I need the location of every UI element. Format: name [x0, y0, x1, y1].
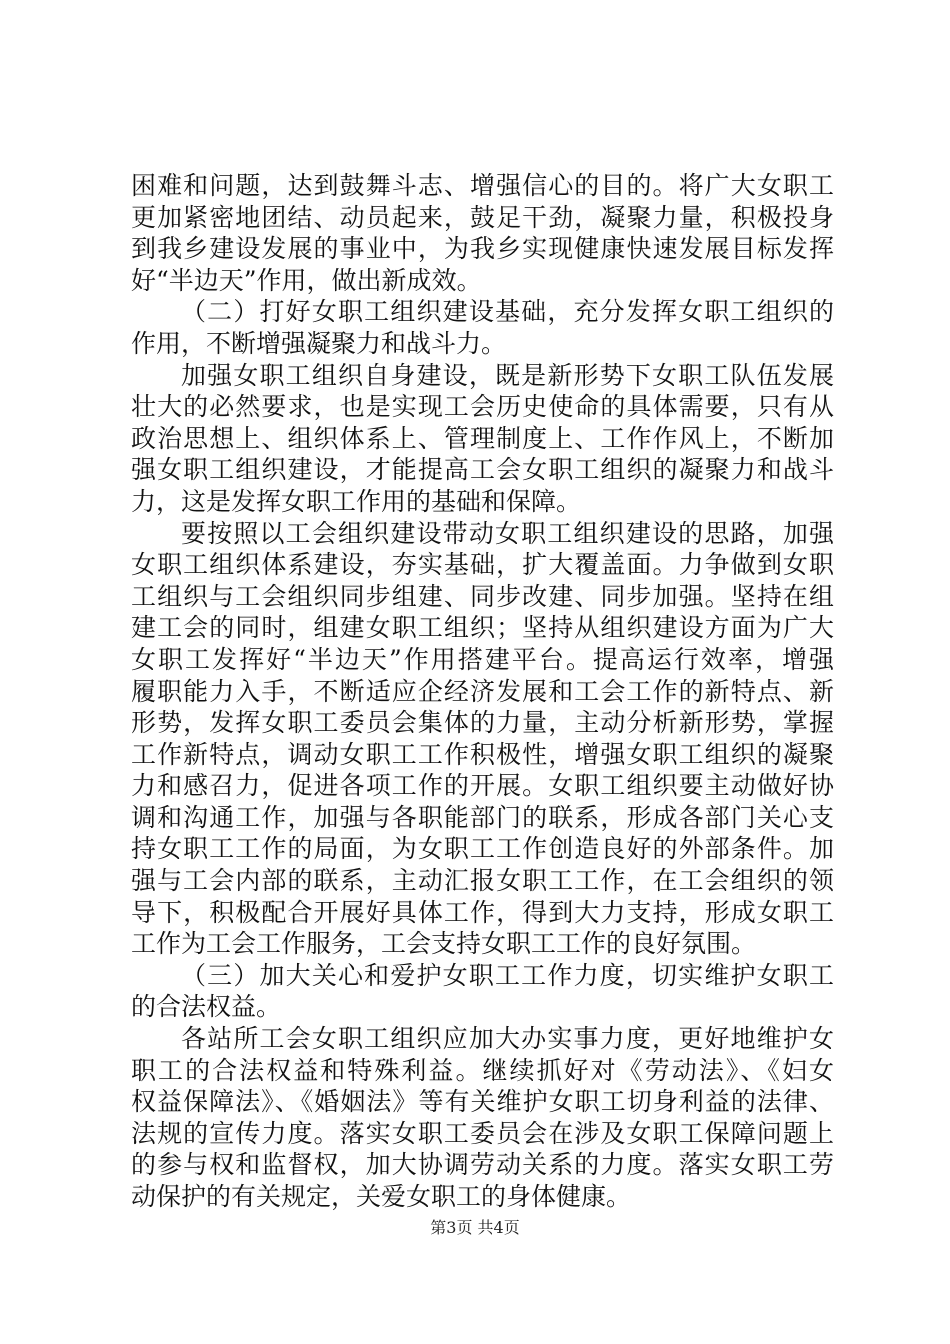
text-line: 困难和问题，达到鼓舞斗志、增强信心的目的。将广大女职工 [131, 171, 834, 200]
text-line: 职工的合法权益和特殊利益。继续抓好对《劳动法》、《妇女 [131, 1055, 834, 1085]
text-line: 工作为工会工作服务，工会支持女职工工作的良好氛围。 [131, 929, 757, 959]
text-line: 导下，积极配合开展好具体工作，得到大力支持，形成女职工 [131, 897, 834, 927]
section-heading-line: （三）加大关心和爱护女职工工作力度，切实维护女职工 [181, 960, 834, 990]
text-line: 壮大的必然要求，也是实现工会历史使命的具体需要，只有从 [131, 392, 834, 422]
text-line: 的参与权和监督权，加大协调劳动关系的力度。落实女职工劳 [131, 1150, 834, 1180]
text-line: 调和沟通工作，加强与各职能部门的联系，形成各部门关心支 [131, 802, 834, 832]
text-line: 工作新特点，调动女职工工作积极性，增强女职工组织的凝聚 [131, 739, 834, 769]
text-line: 强女职工组织建设，才能提高工会女职工组织的凝聚力和战斗 [131, 455, 834, 485]
page-number-footer: 第3页 共4页 [430, 1218, 520, 1237]
text-line: 形势，发挥女职工委员会集体的力量，主动分析新形势，掌握 [131, 708, 834, 738]
text-line: 权益保障法》、《婚姻法》等有关维护女职工切身利益的法律、 [131, 1087, 834, 1117]
text-line: 女职工发挥好“半边天”作用搭建平台。提高运行效率，增强 [131, 644, 834, 674]
text-line: 建工会的同时，组建女职工组织；坚持从组织建设方面为广大 [131, 613, 834, 643]
text-line: 加强女职工组织自身建设，既是新形势下女职工队伍发展 [181, 360, 834, 390]
text-line: 法规的宣传力度。落实女职工委员会在涉及女职工保障问题上 [131, 1118, 834, 1148]
text-line: 工组织与工会组织同步组建、同步改建、同步加强。坚持在组 [131, 581, 834, 611]
text-line: 各站所工会女职工组织应加大办实事力度，更好地维护女 [181, 1024, 834, 1054]
text-line: 持女职工工作的局面，为女职工工作创造良好的外部条件。加 [131, 834, 834, 864]
section-heading-line: （二）打好女职工组织建设基础，充分发挥女职工组织的 [181, 297, 834, 327]
text-line: 更加紧密地团结、动员起来，鼓足干劲，凝聚力量，积极投身 [131, 202, 834, 232]
section-heading-line: 作用，不断增强凝聚力和战斗力。 [131, 328, 507, 358]
text-line: 力，这是发挥女职工作用的基础和保障。 [131, 486, 582, 516]
section-heading-line: 的合法权益。 [131, 992, 282, 1022]
text-line: 好“半边天”作用，做出新成效。 [131, 265, 482, 295]
text-line: 女职工组织体系建设，夯实基础，扩大覆盖面。力争做到女职 [131, 550, 834, 580]
text-line: 政治思想上、组织体系上、管理制度上、工作作风上，不断加 [131, 423, 834, 453]
text-line: 强与工会内部的联系，主动汇报女职工工作，在工会组织的领 [131, 866, 834, 896]
text-line: 履职能力入手，不断适应企经济发展和工会工作的新特点、新 [131, 676, 834, 706]
text-line: 要按照以工会组织建设带动女职工组织建设的思路，加强 [181, 518, 834, 548]
text-line: 力和感召力，促进各项工作的开展。女职工组织要主动做好协 [131, 771, 834, 801]
text-line: 动保护的有关规定，关爱女职工的身体健康。 [131, 1182, 632, 1211]
text-line: 到我乡建设发展的事业中，为我乡实现健康快速发展目标发挥 [131, 234, 834, 264]
document-body [131, 170, 834, 1213]
